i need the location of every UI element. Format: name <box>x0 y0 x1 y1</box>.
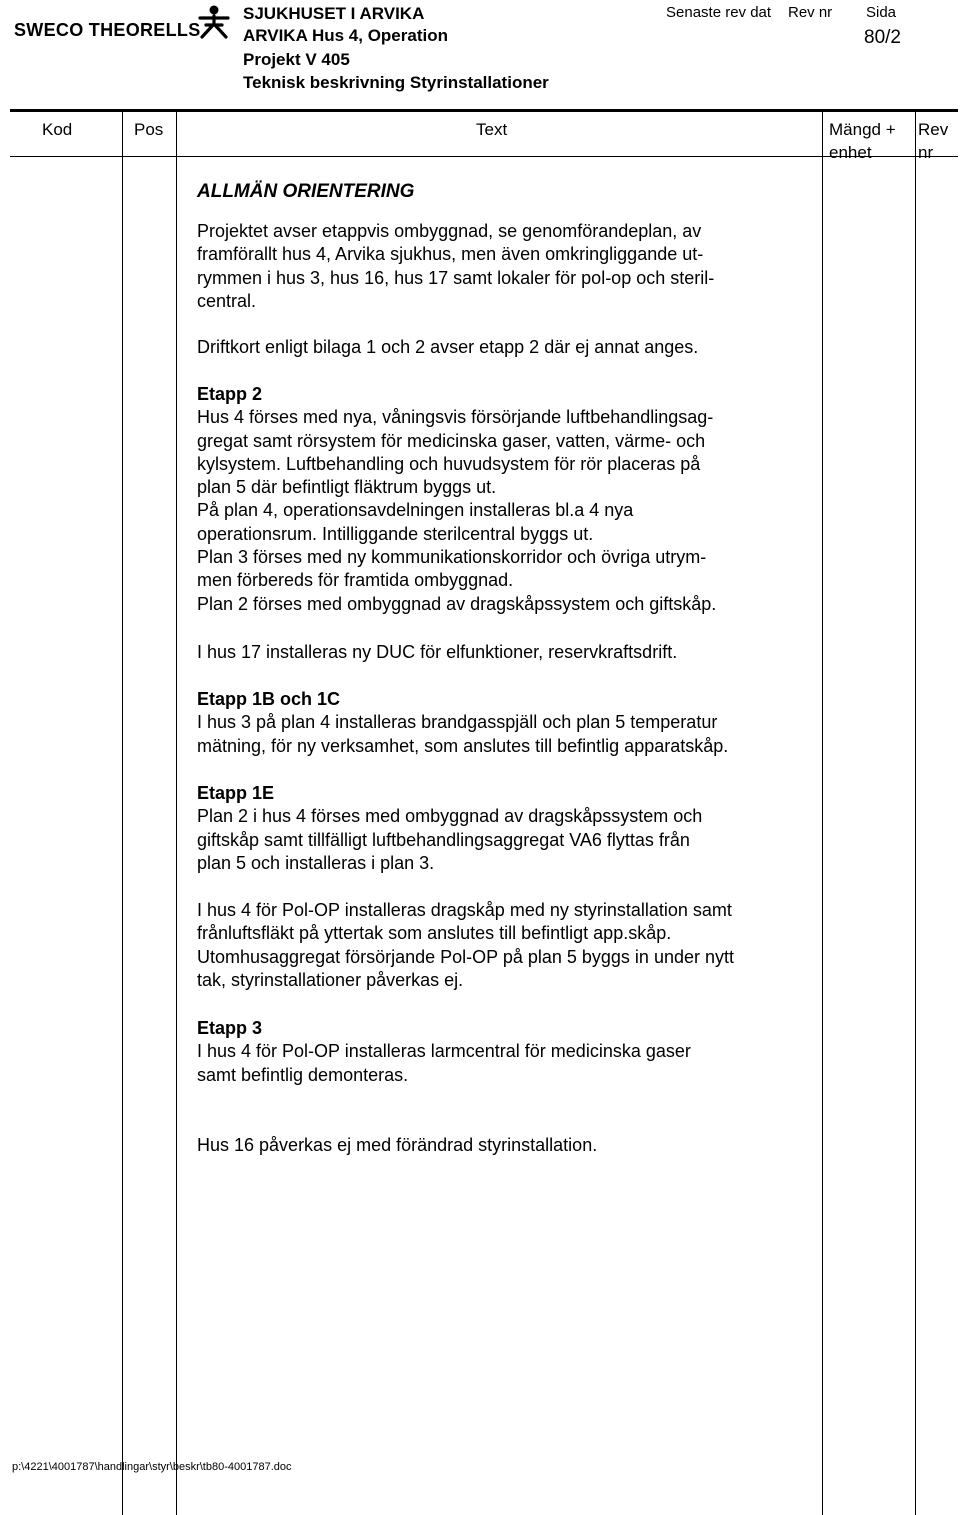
etapp2-line: plan 5 där befintligt fläktrum byggs ut. <box>197 477 497 498</box>
etapp1bc-section <box>197 688 837 758</box>
project-number: Projekt V 405 <box>243 50 350 69</box>
project-subtitle: ARVIKA Hus 4, Operation <box>243 26 448 45</box>
column-header-qty-line2: enhet <box>829 143 872 162</box>
driftkort-line: Driftkort enligt bilaga 1 och 2 avser etapp 2 där ej annat anges. <box>197 337 699 357</box>
intro-line: central. <box>197 290 257 311</box>
hus16-paragraph <box>197 1134 837 1157</box>
intro-paragraph <box>197 220 837 313</box>
rev-date-label: Senaste rev dat <box>666 4 772 21</box>
column-divider-pos <box>176 110 177 1515</box>
driftkort-paragraph <box>197 336 837 359</box>
etapp1e-heading: Etapp 1E <box>197 783 275 803</box>
polop-line: tak, styrinstallationer påverkas ej. <box>197 969 464 990</box>
etapp2-line: Hus 4 förses med nya, våningsvis försörjande luftbehandlingsag- <box>197 407 714 428</box>
section-title <box>197 180 837 203</box>
etapp2-line: men förbereds för framtida ombyggnad. <box>197 570 514 591</box>
page-number: 80/2 <box>864 27 901 48</box>
polop-line: I hus 4 för Pol-OP installeras dragskåp med ny styrinstallation samt <box>197 900 732 920</box>
hus16-line: Hus 16 påverkas ej med förändrad styrinstallation. <box>197 1135 598 1155</box>
file-path-footer: p:\4221\4001787\handlingar\styr\beskr\tb80-4001787.doc <box>12 1461 292 1473</box>
etapp2-line: Plan 3 förses med ny kommunikationskorridor och övriga utrym- <box>197 547 707 568</box>
column-header-rev-line1: Rev <box>918 120 949 139</box>
column-header-rev-line2: nr <box>918 143 934 162</box>
etapp2-section <box>197 383 837 616</box>
column-header-kod: Kod <box>42 120 73 139</box>
etapp2-heading: Etapp 2 <box>197 384 263 404</box>
hus17-paragraph <box>197 641 837 664</box>
etapp2-line: gregat samt rörsystem för medicinska gaser, vatten, värme- och <box>197 430 706 451</box>
column-header-text: Text <box>476 120 508 139</box>
etapp3-heading: Etapp 3 <box>197 1018 263 1038</box>
etapp2-line: Plan 2 förses med ombyggnad av dragskåpssystem och giftskåp. <box>197 593 717 614</box>
etapp1bc-line: mätning, för ny verksamhet, som anslutes till befintlig apparatskåp. <box>197 735 729 756</box>
company-logo-text: SWECO THEORELLS <box>14 20 201 40</box>
polop-paragraph <box>197 899 837 992</box>
etapp3-line: I hus 4 för Pol-OP installeras larmcentral för medicinska gaser <box>197 1041 691 1062</box>
document-title: Teknisk beskrivning Styrinstallationer <box>243 73 549 92</box>
sweco-logo-icon <box>196 4 232 40</box>
rev-nr-label: Rev nr <box>788 4 833 21</box>
column-divider-qty <box>915 110 916 1515</box>
etapp1e-section <box>197 782 837 875</box>
polop-line: Utomhusaggregat försörjande Pol-OP på plan 5 byggs in under nytt <box>197 946 734 967</box>
header-bottom-rule <box>10 156 958 157</box>
polop-line: frånluftsfläkt på yttertak som anslutes till befintligt app.skåp. <box>197 923 672 944</box>
column-header-qty-line1: Mängd + <box>829 120 896 139</box>
page-label: Sida <box>866 4 897 21</box>
etapp2-line: På plan 4, operationsavdelningen installeras bl.a 4 nya <box>197 500 634 521</box>
column-header-qty <box>829 118 896 164</box>
column-divider-kod <box>122 110 123 1515</box>
etapp2-line: kylsystem. Luftbehandling och huvudsystem för rör placeras på <box>197 453 701 474</box>
etapp2-line: operationsrum. Intilliggande sterilcentral byggs ut. <box>197 523 594 544</box>
etapp1bc-line: I hus 3 på plan 4 installeras brandgasspjäll och plan 5 temperatur <box>197 712 718 733</box>
intro-line: Projektet avser etappvis ombyggnad, se genomförandeplan, av <box>197 221 702 241</box>
etapp3-line: samt befintlig demonteras. <box>197 1064 409 1085</box>
hus17-line: I hus 17 installeras ny DUC för elfunktioner, reservkraftsdrift. <box>197 642 678 662</box>
section-title-text: ALLMÄN ORIENTERING <box>197 181 415 202</box>
project-title: SJUKHUSET I ARVIKA <box>243 4 425 23</box>
etapp3-section <box>197 1017 837 1087</box>
intro-line: rymmen i hus 3, hus 16, hus 17 samt lokaler för pol-op och steril- <box>197 267 715 288</box>
etapp1e-line: giftskåp samt tillfälligt luftbehandlingsaggregat VA6 flyttas från <box>197 829 690 850</box>
header-top-rule <box>10 109 958 112</box>
intro-line: framförallt hus 4, Arvika sjukhus, men även omkringliggande ut- <box>197 244 704 265</box>
etapp1bc-heading: Etapp 1B och 1C <box>197 689 341 709</box>
column-header-pos: Pos <box>134 120 164 139</box>
column-header-rev <box>918 118 948 164</box>
etapp1e-line: plan 5 och installeras i plan 3. <box>197 852 435 873</box>
etapp1e-line: Plan 2 i hus 4 förses med ombyggnad av dragskåpssystem och <box>197 806 703 827</box>
